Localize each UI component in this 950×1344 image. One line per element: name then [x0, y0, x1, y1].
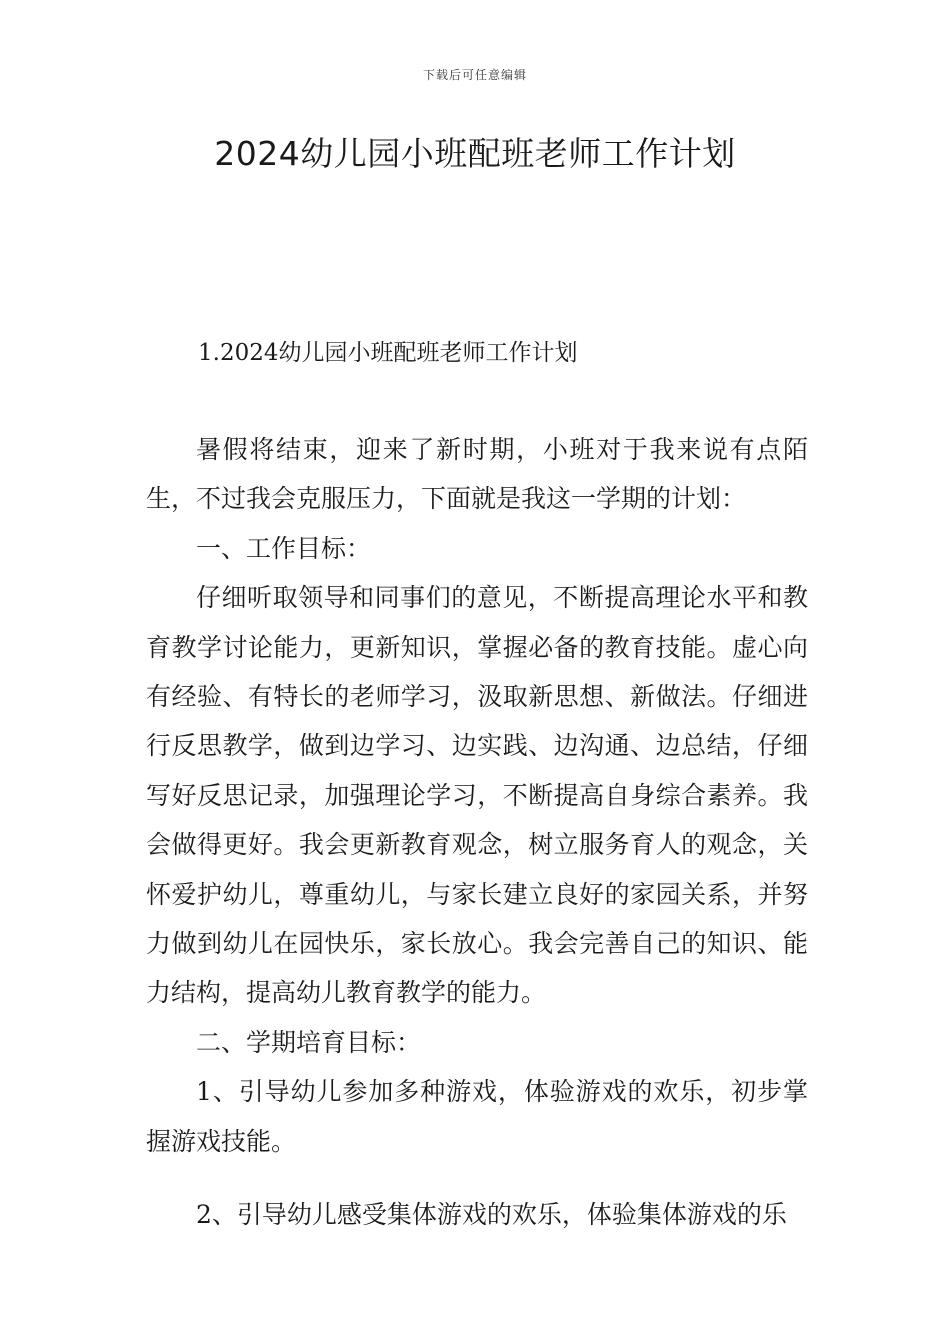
body-text — [146, 425, 808, 1240]
heading-semester-goals: 二、学期培育目标： — [196, 1027, 422, 1057]
document-title: 2024幼儿园小班配班老师工作计划 — [214, 134, 736, 173]
heading-work-goals: 一、工作目标： — [196, 533, 372, 563]
goal-item-2: 2、引导幼儿感受集体游戏的欢乐，体验集体游戏的乐 — [196, 1200, 787, 1230]
goal-item-1: 1、引导幼儿参加多种游戏，体验游戏的欢乐，初步掌握游戏技能。 — [146, 1077, 808, 1156]
work-goals-paragraph: 仔细听取领导和同事们的意见，不断提高理论水平和教育教学讨论能力，更新知识，掌握必备的教育技能。虚心向有经验、有特长的老师学习，汲取新思想、新做法。仔细进行反思教学，做到边学习、边实践、边沟通、边总结，仔细写好反思记录，加强理论学习，不断提高自身综合素养。我会做得更好。我会更新教育观念，树立服务育人的观念，关怀爱护幼儿，尊重幼儿，与家长建立良好的家园关系，并努力做到幼儿在园快乐，家长放心。我会完善自己的知识、能力结构，提高幼儿教育教学的能力。 — [146, 583, 808, 1008]
intro-paragraph: 暑假将结束，迎来了新时期，小班对于我来说有点陌生，不过我会克服压力，下面就是我这一学期的计划： — [146, 435, 808, 514]
header-note: 下载后可任意编辑 — [422, 68, 527, 82]
section-heading: 1.2024幼儿园小班配班老师工作计划 — [198, 340, 578, 366]
